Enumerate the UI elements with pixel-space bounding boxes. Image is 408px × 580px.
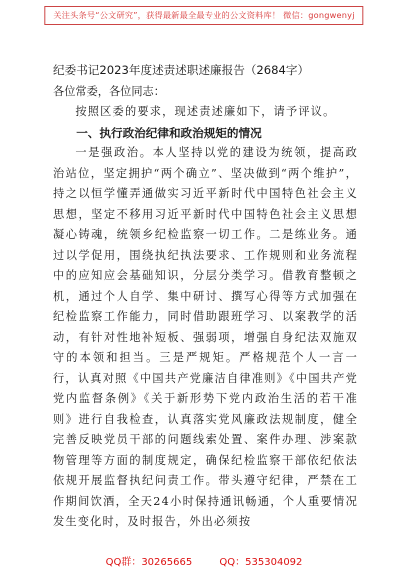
footer-qq: QQ：535304092 [219,557,303,568]
greeting: 各位常委，各位同志： [53,84,165,98]
section-heading: 一、执行政治纪律和政治规矩的情况 [76,125,262,140]
footer-qq-group: QQ群：30265665 [105,557,193,568]
document-body [53,60,358,533]
body-paragraph: 一是强政治。本人坚持以党的建设为统领，提高政治站位，坚定拥护“两个确立”、坚决做到“两个维护”，持之以恒学懂弄通做实习近平新时代中国特色社会主义思想，坚定不移用习近平新时代中国特色社会主义思想凝心铸魂，统领乡纪检监察一切工作。二是练业务。通过以学促用，围绕执纪执法要求、工作规则和业务流程中的应知应会基础知识，分层分类学习。借教育整顿之机，通过个人自学、集中研讨、撰写心得等方式加强在纪检监察工作能力，同时借助跟班学习、以案教学的活动，有针对性地补短板、强弱项，增强自身纪法双施双守的本领和担当。三是严规矩。严格规范个人一言一行，认真对照《中国共产党廉洁自律准则》《中国共产党党内监督条例》《关于新形势下党内政治生活的若干准则》进行自我检查，认真落实党风廉政法规制度，健全完善反映党员干部的问题线索处置、案件办理、涉案款物管理等方面的制度规定，确保纪检监察干部依纪依法依规开展监督执纪问责工作。带头遵守纪律，严禁在工作期间饮酒，全天24小时保持通讯畅通，个人重要情况发生变化时，及时报告，外出必须按 [53,146,358,528]
promo-banner: 关注头条号“公文研究”，获得最新最全最专业的公文资料库！ 微信：gongwenyj [44,6,363,25]
intro-paragraph: 按照区委的要求，现述责述廉如下，请予评议。 [75,105,336,118]
footer [0,553,408,568]
document-title: 纪委书记2023年度述责述职述廉报告（2684字） [53,63,310,77]
